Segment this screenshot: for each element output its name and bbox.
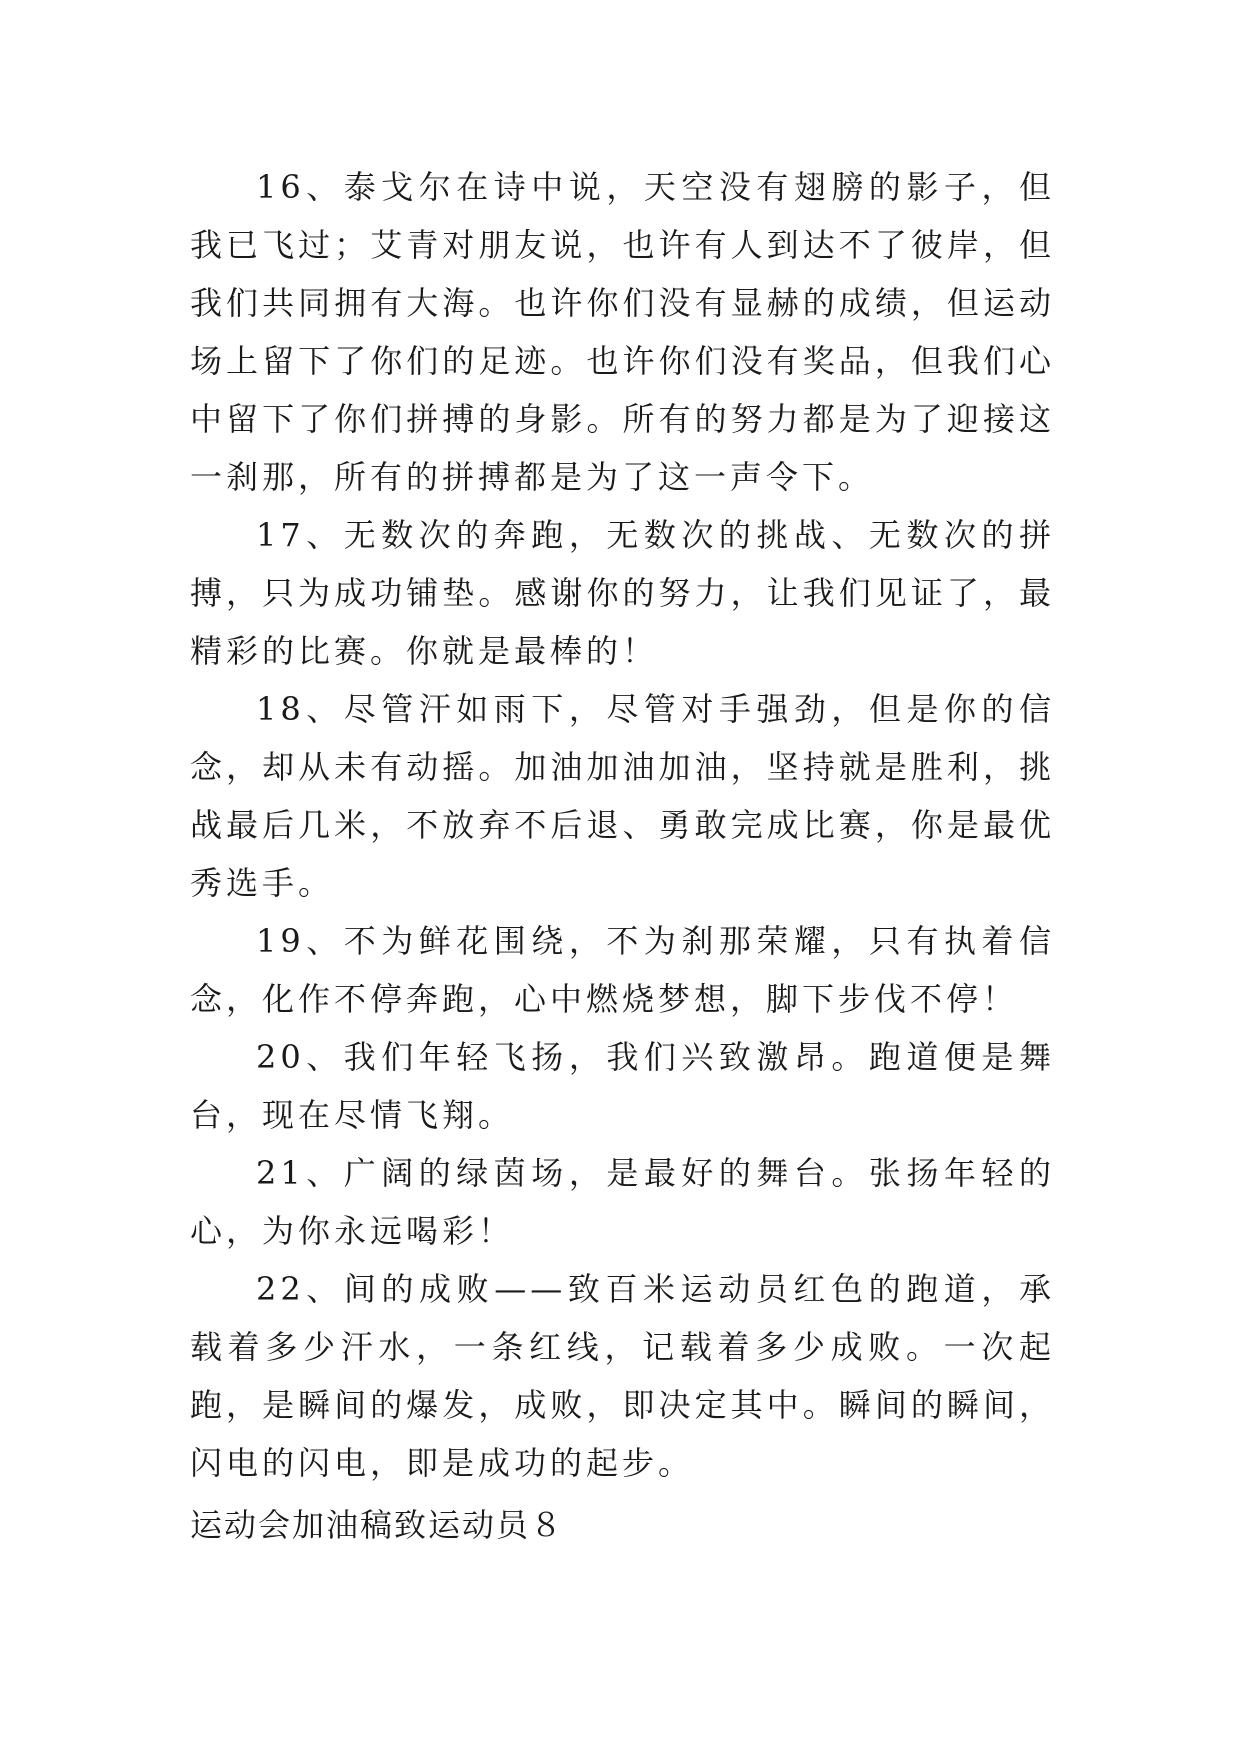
section-title: 运动会加油稿致运动员８	[190, 1506, 565, 1544]
paragraph-21: 21、广阔的绿茵场，是最好的舞台。张扬年轻的心，为你永远喝彩！	[190, 1154, 1055, 1250]
paragraph-16: 16、泰戈尔在诗中说，天空没有翅膀的影子，但我已飞过；艾青对朋友说，也许有人到达不了彼岸，但我们共同拥有大海。也许你们没有显赫的成绩，但运动场上留下了你们的足迹。也许你们没有奖品，但我们心中留下了你们拼搏的身影。所有的努力都是为了迎接这一刹那，所有的拼搏都是为了这一声令下。	[190, 168, 1055, 496]
paragraph-20: 20、我们年轻飞扬，我们兴致激昂。跑道便是舞台，现在尽情飞翔。	[190, 1038, 1055, 1134]
paragraph-17: 17、无数次的奔跑，无数次的挑战、无数次的拼搏，只为成功铺垫。感谢你的努力，让我们见证了，最精彩的比赛。你就是最棒的！	[190, 516, 1055, 670]
paragraph-19: 19、不为鲜花围绕，不为刹那荣耀，只有执着信念，化作不停奔跑，心中燃烧梦想，脚下步伐不停！	[190, 922, 1055, 1018]
document-body	[190, 158, 1055, 1492]
paragraph-22: 22、间的成败——致百米运动员红色的跑道，承载着多少汗水，一条红线，记载着多少成败。一次起跑，是瞬间的爆发，成败，即决定其中。瞬间的瞬间，闪电的闪电，即是成功的起步。	[190, 1270, 1055, 1482]
paragraph-18: 18、尽管汗如雨下，尽管对手强劲，但是你的信念，却从未有动摇。加油加油加油，坚持就是胜利，挑战最后几米，不放弃不后退、勇敢完成比赛，你是最优秀选手。	[190, 690, 1055, 902]
